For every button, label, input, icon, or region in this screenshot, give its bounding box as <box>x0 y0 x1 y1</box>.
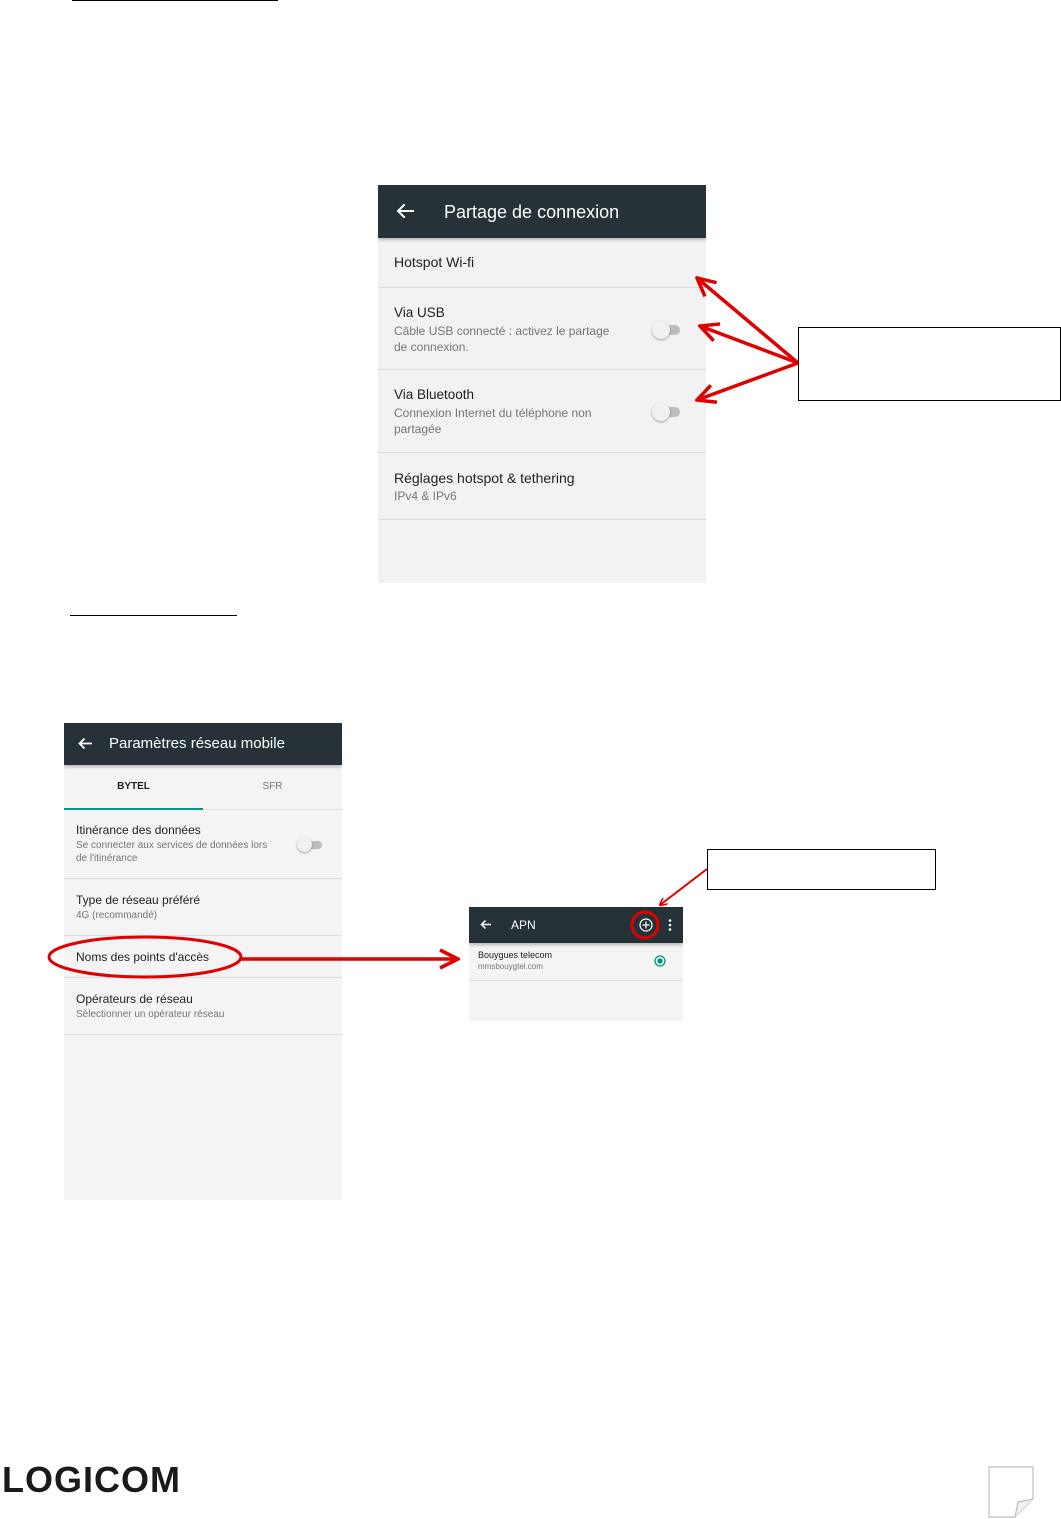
page-title: Paramètres réseau mobile <box>109 735 285 752</box>
list-item-title: Hotspot Wi-fi <box>394 254 475 270</box>
list-item-title: Noms des points d'accès <box>76 950 210 964</box>
list-item-title: Via USB <box>394 305 445 320</box>
back-arrow-icon[interactable] <box>78 737 93 750</box>
list-item-title: Itinérance des données <box>76 823 201 837</box>
list-item-subtitle: de connexion. <box>394 340 469 354</box>
page-title: Partage de connexion <box>444 202 620 222</box>
red-arrow-to-add-icon <box>660 869 707 905</box>
highlight-ellipse-apn-menu <box>49 937 241 977</box>
page-corner-icon <box>988 1466 1034 1518</box>
list-item-subtitle: IPv4 & IPv6 <box>394 489 457 503</box>
list-item-title: Opérateurs de réseau <box>76 992 193 1006</box>
list-item-title: Réglages hotspot & tethering <box>394 470 575 486</box>
red-arrows-tethering <box>697 278 798 400</box>
list-item-title: Type de réseau préféré <box>76 893 201 907</box>
list-item-subtitle: de l'itinérance <box>76 853 138 864</box>
app-bar <box>64 723 342 765</box>
tab-bytel[interactable]: BYTEL <box>117 781 150 792</box>
logicom-logo: LOGICOM <box>2 1459 181 1500</box>
apn-name: Bouygues telecom <box>478 950 553 960</box>
list-item-subtitle: Connexion Internet du téléphone non <box>394 406 592 420</box>
list-item-subtitle: Câble USB connecté : activez le partage <box>394 324 610 338</box>
list-item-title: Via Bluetooth <box>394 387 475 402</box>
list-item-subtitle: Se connecter aux services de données lors <box>76 840 268 851</box>
tab-sfr[interactable]: SFR <box>262 781 283 792</box>
highlight-circle-add-apn <box>632 912 658 938</box>
list-item-subtitle: Sélectionner un opérateur réseau <box>76 1009 225 1020</box>
apn-value: mmsbouygtel.com <box>478 962 543 971</box>
list-item-subtitle: 4G (recommandé) <box>76 910 158 921</box>
list-item-subtitle: partagée <box>394 422 442 436</box>
page-title: APN <box>511 918 536 932</box>
